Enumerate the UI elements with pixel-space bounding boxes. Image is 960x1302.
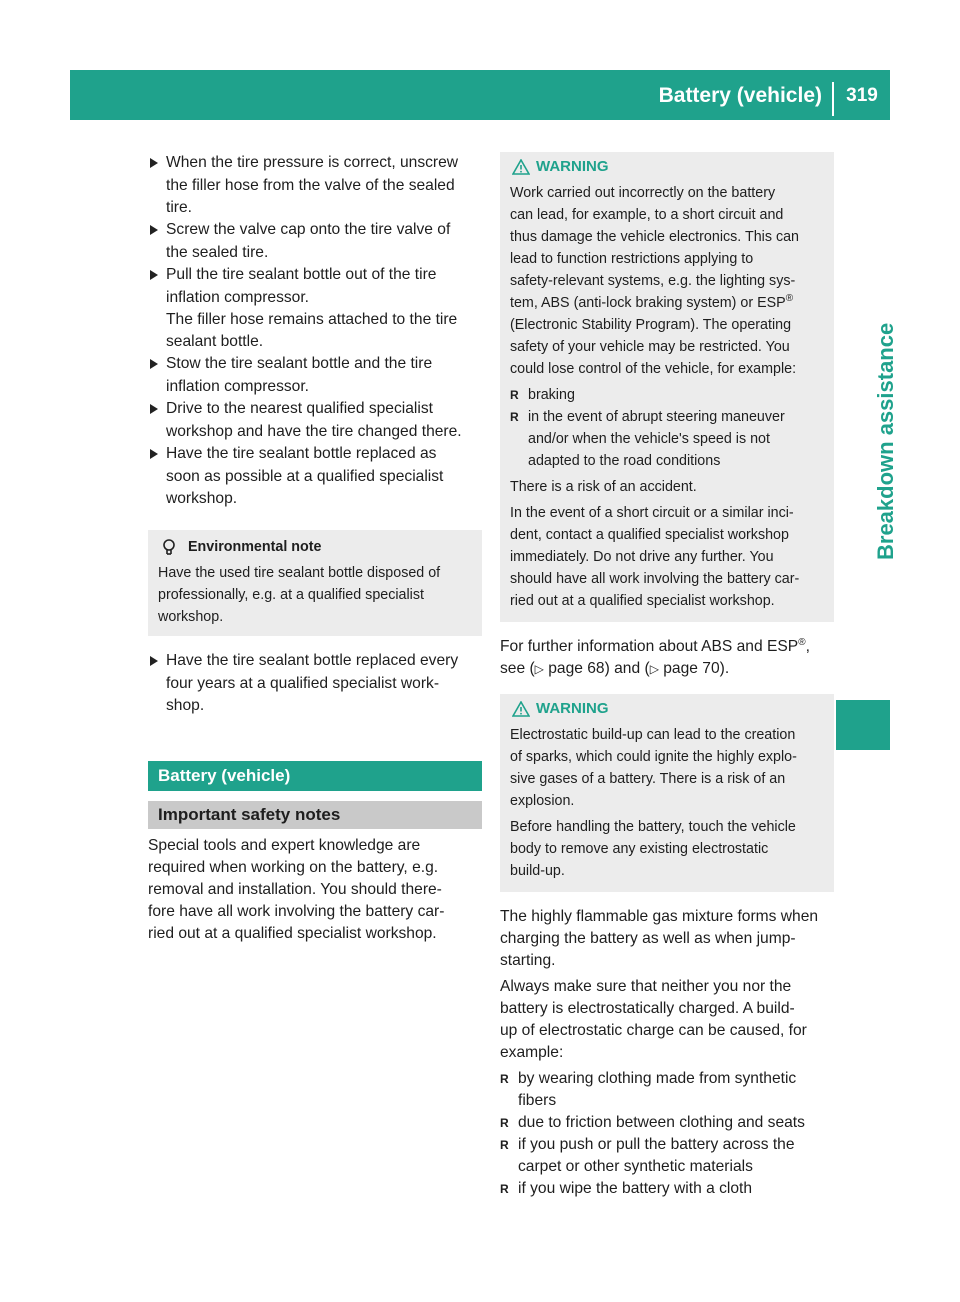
warning-line: safety-relevant systems, e.g. the lighting sys- bbox=[510, 273, 796, 289]
intro-line: fore have all work involving the battery car- bbox=[148, 903, 445, 920]
paragraph-line: battery is electrostatically charged. A build- bbox=[500, 1000, 795, 1017]
warning-2-title: WARNING bbox=[536, 700, 609, 717]
instruction-step-continued: four years at a qualified specialist work- bbox=[166, 675, 440, 692]
warning-line: should have all work involving the battery car- bbox=[510, 571, 800, 587]
esp-text: tem, ABS (anti-lock braking system) or ESP bbox=[510, 295, 786, 311]
warning-1-text-c bbox=[510, 502, 826, 612]
left-column bbox=[148, 152, 482, 945]
list-item-text: R by wearing clothing made from synthetic bbox=[518, 1070, 797, 1087]
paragraph-electrostatic bbox=[500, 976, 834, 1064]
list-item bbox=[510, 406, 826, 472]
warning-line: could lose control of the vehicle, for example: bbox=[510, 361, 797, 377]
instruction-step: Pull the tire sealant bottle out of the tire bbox=[148, 264, 482, 286]
paragraph-line: The highly flammable gas mixture forms when bbox=[500, 908, 819, 925]
warning-line: immediately. Do not drive any further. You bbox=[510, 549, 774, 565]
instruction-step: Drive to the nearest qualified specialist bbox=[148, 398, 482, 420]
intro-line: required when working on the battery, e.g. bbox=[148, 859, 439, 876]
list-item-text: carpet or other synthetic materials bbox=[518, 1158, 753, 1175]
warning-line: body to remove any existing electrostatic bbox=[510, 841, 769, 857]
instruction-step: Screw the valve cap onto the tire valve of bbox=[148, 219, 482, 241]
list-item bbox=[500, 1112, 834, 1134]
registered-mark: ® bbox=[798, 636, 806, 648]
further-info bbox=[500, 636, 834, 680]
paragraph-line: charging the battery as well as when jump- bbox=[500, 930, 796, 947]
further-info-comma: , bbox=[805, 638, 810, 655]
instruction-step-continued: shop. bbox=[166, 697, 205, 714]
warning-line: dent, contact a qualified specialist workshop bbox=[510, 527, 789, 543]
warning-1-bullets bbox=[510, 384, 826, 472]
env-note-line: Have the used tire sealant bottle disposed of bbox=[158, 565, 441, 581]
instruction-step-continued: inflation compressor. bbox=[166, 378, 310, 395]
instruction-step-continued: workshop and have the tire changed there. bbox=[166, 423, 462, 440]
env-note-line: workshop. bbox=[158, 609, 224, 625]
paragraph-line: starting. bbox=[500, 952, 556, 969]
warning-box-1 bbox=[500, 152, 834, 622]
intro-line: removal and installation. You should there- bbox=[148, 881, 442, 898]
side-tab-label: Breakdown assistance bbox=[873, 322, 898, 560]
registered-mark: ® bbox=[785, 293, 794, 305]
instruction-step-continued: the filler hose from the valve of the sealed bbox=[166, 177, 455, 194]
electrostatic-causes-list bbox=[500, 1068, 834, 1200]
intro-paragraph bbox=[148, 835, 482, 945]
instruction-step-continued: The filler hose remains attached to the tire bbox=[166, 311, 458, 328]
paragraph-gas-mixture bbox=[500, 906, 834, 972]
warning-1-risk: There is a risk of an accident. bbox=[510, 479, 697, 495]
env-note-text bbox=[158, 562, 474, 628]
warning-line: lead to function restrictions applying to bbox=[510, 251, 754, 267]
warning-line: Electrostatic build-up can lead to the creation bbox=[510, 727, 796, 743]
further-info-text: For further information about ABS and ESP bbox=[500, 638, 799, 655]
further-info-line-1 bbox=[500, 636, 834, 658]
instruction-step: Stow the tire sealant bottle and the tire bbox=[148, 353, 482, 375]
page-70-link[interactable]: page 70). bbox=[658, 660, 730, 677]
warning-line: Work carried out incorrectly on the battery bbox=[510, 185, 776, 201]
list-item-text: R in the event of abrupt steering maneuver bbox=[528, 409, 785, 425]
further-info-line-2 bbox=[500, 658, 834, 680]
paragraph-line: Always make sure that neither you nor the bbox=[500, 978, 792, 995]
list-item-text: R due to friction between clothing and seats bbox=[518, 1114, 805, 1131]
lightbulb-icon bbox=[160, 538, 178, 556]
instruction-step-continued: sealant bottle. bbox=[166, 333, 264, 350]
paragraph-line: up of electrostatic charge can be caused, for bbox=[500, 1022, 807, 1039]
warning-line: sive gases of a battery. There is a risk of an bbox=[510, 771, 786, 787]
header-title: Battery (vehicle) bbox=[658, 84, 822, 107]
warning-line: of sparks, which could ignite the highly explo- bbox=[510, 749, 797, 765]
warning-line: can lead, for example, to a short circuit and bbox=[510, 207, 784, 223]
list-item-text: R if you push or pull the battery across the bbox=[518, 1136, 795, 1153]
page-ref-arrow-icon: ▷ bbox=[534, 662, 544, 676]
side-tab-marker bbox=[836, 700, 890, 750]
page-number: 319 bbox=[846, 85, 878, 106]
warning-line: build-up. bbox=[510, 863, 565, 879]
intro-line: Special tools and expert knowledge are bbox=[148, 837, 421, 854]
instruction-step-continued: workshop. bbox=[166, 490, 238, 507]
warning-line: thus damage the vehicle electronics. This can bbox=[510, 229, 800, 245]
warning-line: Before handling the battery, touch the vehicle bbox=[510, 819, 796, 835]
steps-list-b bbox=[148, 650, 482, 717]
warning-1-esp-line bbox=[510, 292, 826, 314]
env-note-line: professionally, e.g. at a qualified specialist bbox=[158, 587, 424, 603]
warning-line: In the event of a short circuit or a similar inci- bbox=[510, 505, 794, 521]
warning-line: explosion. bbox=[510, 793, 575, 809]
instruction-step-continued: soon as possible at a qualified specialist bbox=[166, 468, 444, 485]
steps-list-a bbox=[148, 152, 482, 510]
list-item bbox=[500, 1068, 834, 1112]
warning-triangle-icon bbox=[512, 701, 530, 717]
instruction-step-continued: inflation compressor. bbox=[166, 289, 310, 306]
warning-triangle-icon bbox=[512, 159, 530, 175]
environmental-note bbox=[148, 530, 482, 636]
instruction-step-continued: the sealed tire. bbox=[166, 244, 269, 261]
instruction-step: Have the tire sealant bottle replaced every bbox=[148, 650, 482, 672]
list-item-text: and/or when the vehicle's speed is not bbox=[528, 431, 770, 447]
see-text: see ( bbox=[500, 660, 535, 677]
paragraph-line: example: bbox=[500, 1044, 564, 1061]
subsection-title: Important safety notes bbox=[148, 801, 482, 829]
instruction-step: Have the tire sealant bottle replaced as bbox=[148, 443, 482, 465]
list-item bbox=[510, 384, 826, 406]
warning-box-2 bbox=[500, 694, 834, 892]
list-item-text: adapted to the road conditions bbox=[528, 453, 721, 469]
page-header bbox=[70, 70, 890, 120]
list-item-text: R braking bbox=[528, 387, 575, 403]
list-item-text: fibers bbox=[518, 1092, 557, 1109]
warning-2-text-b bbox=[510, 816, 826, 882]
warning-line: (Electronic Stability Program). The operating bbox=[510, 317, 792, 333]
list-item bbox=[500, 1134, 834, 1178]
page-ref-arrow-icon: ▷ bbox=[649, 662, 659, 676]
list-item bbox=[500, 1178, 834, 1200]
instruction-step-continued: tire. bbox=[166, 199, 192, 216]
instruction-step: When the tire pressure is correct, unscrew bbox=[148, 152, 482, 174]
env-note-title: Environmental note bbox=[188, 539, 322, 555]
warning-1-text-b bbox=[510, 314, 826, 380]
warning-2-text-a bbox=[510, 724, 826, 812]
right-column bbox=[500, 152, 834, 1200]
warning-1-text-a bbox=[510, 182, 826, 292]
warning-line: ried out at a qualified specialist workshop. bbox=[510, 593, 775, 609]
section-title: Battery (vehicle) bbox=[148, 761, 482, 791]
intro-line: ried out at a qualified specialist workshop. bbox=[148, 925, 437, 942]
page-68-link[interactable]: page 68) and ( bbox=[543, 660, 650, 677]
list-item-text: R if you wipe the battery with a cloth bbox=[518, 1180, 753, 1197]
warning-1-title: WARNING bbox=[536, 158, 609, 175]
warning-line: safety of your vehicle may be restricted. You bbox=[510, 339, 790, 355]
